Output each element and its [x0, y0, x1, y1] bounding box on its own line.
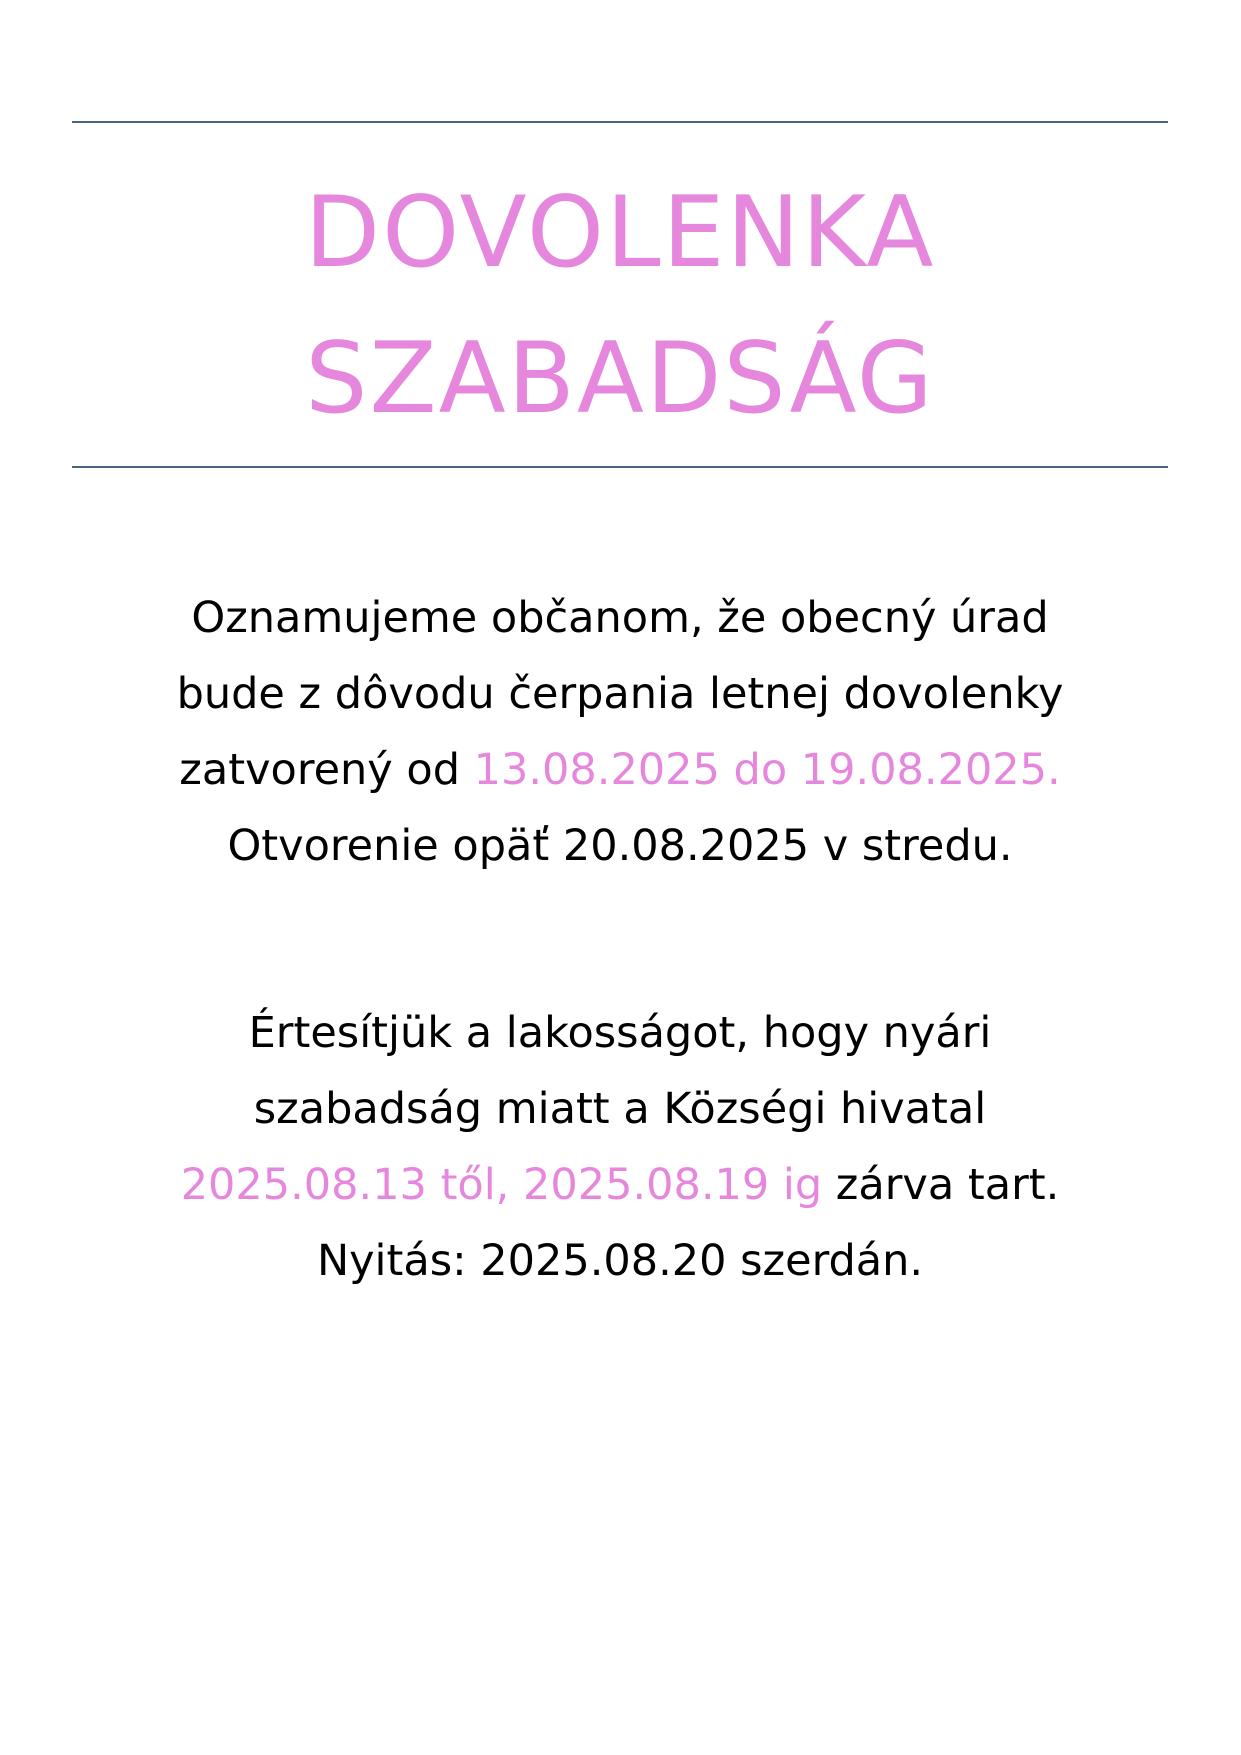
reopening-line: Nyitás: 2025.08.20 szerdán. — [316, 1236, 924, 1286]
notice-text: zatvorený od — [179, 745, 474, 795]
bottom-divider — [72, 466, 1168, 468]
reopening-line: Otvorenie opäť 20.08.2025 v stredu. — [227, 821, 1013, 871]
notice-line-dates — [72, 732, 1168, 808]
notice-text: zárva tart. — [822, 1160, 1060, 1210]
notice-line: szabadság miatt a Községi hivatal — [253, 1084, 987, 1134]
notice-line: Értesítjük a lakosságot, hogy nyári — [248, 1008, 992, 1058]
page-title — [72, 160, 1168, 452]
closure-dates: 13.08.2025 do 19.08.2025. — [473, 745, 1061, 795]
notice-slovak — [72, 580, 1168, 884]
notice-hungarian — [72, 995, 1168, 1299]
notice-line: bude z dôvodu čerpania letnej dovolenky — [176, 669, 1064, 719]
top-divider — [72, 121, 1168, 123]
closure-dates: 2025.08.13 től, 2025.08.19 ig — [180, 1160, 823, 1210]
title-line-slovak: DOVOLENKA — [304, 176, 936, 290]
title-line-hungarian: SZABADSÁG — [305, 322, 935, 436]
notice-line-dates — [72, 1147, 1168, 1223]
notice-line: Oznamujeme občanom, že obecný úrad — [191, 593, 1049, 643]
